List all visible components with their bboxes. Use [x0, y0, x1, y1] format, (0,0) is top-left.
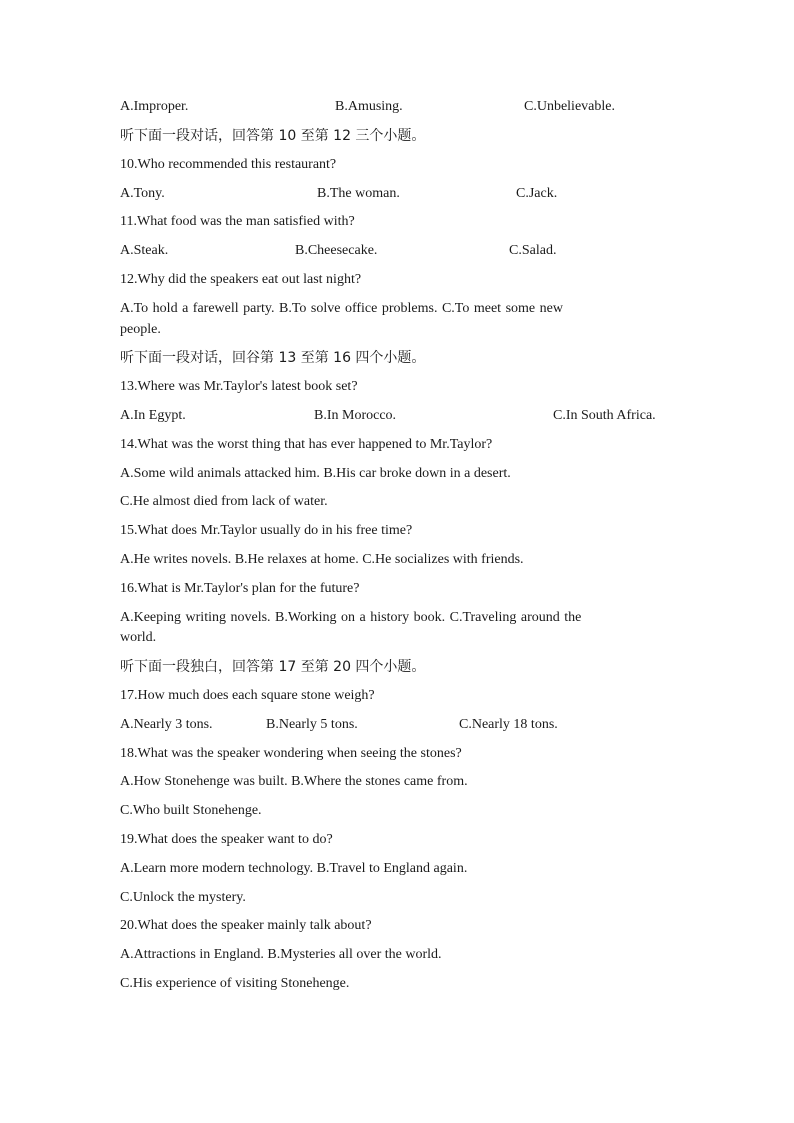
section-heading-3: 听下面一段独白，回答第 17 至第 20 四个小题。 [120, 659, 426, 675]
q14-option-c: C.He almost died from lack of water. [120, 494, 328, 509]
q18-options-ab: A.How Stonehenge was built. B.Where the stones came from. [120, 774, 468, 789]
question-16: 16.What is Mr.Taylor's plan for the future? [120, 581, 360, 596]
question-14: 14.What was the worst thing that has ever happened to Mr.Taylor? [120, 437, 493, 452]
q10-option-c: C.Jack. [516, 186, 558, 201]
q9-option-c: C.Unbelievable. [524, 99, 615, 114]
q16-options: A.Keeping writing novels. B.Working on a history book. C.Traveling around the [120, 610, 582, 625]
q11-option-a: A.Steak. [120, 243, 169, 258]
q20-options-ab: A.Attractions in England. B.Mysteries all over the world. [120, 947, 442, 962]
question-19: 19.What does the speaker want to do? [120, 832, 333, 847]
question-10: 10.Who recommended this restaurant? [120, 157, 337, 172]
q13-option-b: B.In Morocco. [314, 408, 397, 423]
q19-option-c: C.Unlock the mystery. [120, 890, 246, 905]
question-13: 13.Where was Mr.Taylor's latest book set? [120, 379, 358, 394]
q12-options-continued: people. [120, 322, 161, 337]
q13-option-a: A.In Egypt. [120, 408, 186, 423]
q11-option-c: C.Salad. [509, 243, 557, 258]
q9-option-b: B.Amusing. [335, 99, 403, 114]
q17-option-a: A.Nearly 3 tons. [120, 717, 213, 732]
q17-option-c: C.Nearly 18 tons. [459, 717, 558, 732]
q9-option-a: A.Improper. [120, 99, 189, 114]
question-11: 11.What food was the man satisfied with? [120, 214, 355, 229]
q12-options: A.To hold a farewell party. B.To solve office problems. C.To meet some new [120, 301, 563, 316]
q15-options: A.He writes novels. B.He relaxes at home. C.He socializes with friends. [120, 552, 524, 567]
section-heading-1: 听下面一段对话，回答第 10 至第 12 三个小题。 [120, 128, 426, 144]
q17-option-b: B.Nearly 5 tons. [266, 717, 358, 732]
q18-option-c: C.Who built Stonehenge. [120, 803, 262, 818]
q20-option-c: C.His experience of visiting Stonehenge. [120, 976, 350, 991]
q10-option-b: B.The woman. [317, 186, 400, 201]
q16-options-continued: world. [120, 630, 157, 645]
q14-options-ab: A.Some wild animals attacked him. B.His car broke down in a desert. [120, 466, 511, 481]
section-heading-2: 听下面一段对话，回谷第 13 至第 16 四个小题。 [120, 350, 426, 366]
question-20: 20.What does the speaker mainly talk about? [120, 918, 372, 933]
q13-option-c: C.In South Africa. [553, 408, 656, 423]
question-12: 12.Why did the speakers eat out last night? [120, 272, 362, 287]
q11-option-b: B.Cheesecake. [295, 243, 378, 258]
q10-option-a: A.Tony. [120, 186, 165, 201]
question-18: 18.What was the speaker wondering when seeing the stones? [120, 746, 462, 761]
question-17: 17.How much does each square stone weigh? [120, 688, 375, 703]
q19-options-ab: A.Learn more modern technology. B.Travel to England again. [120, 861, 468, 876]
question-15: 15.What does Mr.Taylor usually do in his free time? [120, 523, 413, 538]
